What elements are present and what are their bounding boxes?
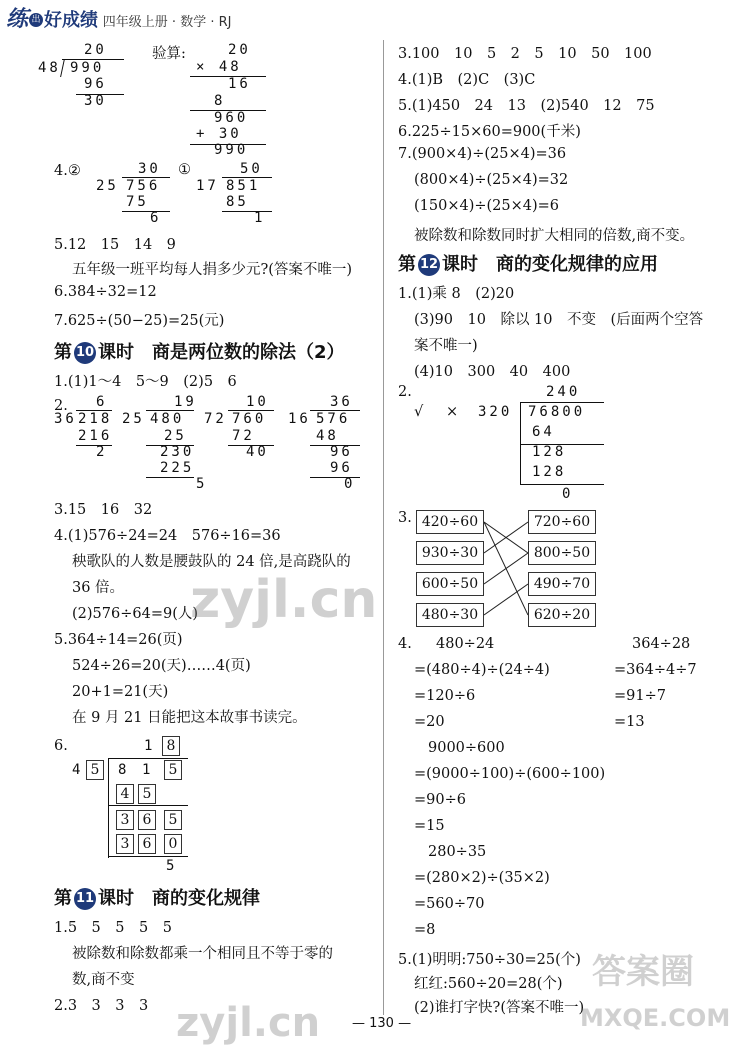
question-label: 4. (398, 636, 412, 652)
s11-answer-1-text: 数,商不变 (72, 972, 135, 988)
remainder: 0 (562, 486, 574, 502)
r-answer-7-conclusion: 被除数和除数同时扩大相同的倍数,商不变。 (414, 228, 695, 244)
question-label: 2. (398, 384, 412, 400)
s10-answer-1: 1.(1)1～4 5～9 (2)5 6 (54, 374, 237, 390)
watermark-center: zyjl.cn (190, 570, 378, 630)
quotient: 19 (174, 394, 197, 410)
divisor-digit: 4 (72, 762, 84, 778)
quotient-box: 8 (162, 736, 180, 756)
s12-answer-5-2: (2)谁打字快?(答案不唯一) (414, 1000, 585, 1016)
brand-logo: 练 (6, 6, 29, 32)
check-value: 960 (214, 110, 249, 126)
remainder: 96 (330, 444, 353, 460)
s10-answer-5-conclusion: 在 9 月 21 日能把这本故事书读完。 (72, 710, 307, 726)
check-label: 验算: (152, 46, 186, 62)
remainder: 5 (166, 858, 178, 874)
divisor: 48 (38, 60, 61, 76)
remainder: 40 (246, 444, 269, 460)
quotient: 30 (138, 161, 161, 177)
section-number-badge: 10 (74, 342, 96, 364)
match-left-item: 600÷50 (416, 572, 484, 596)
watermark-corner-url: MXQE.COM (580, 1004, 731, 1032)
s11-answer-2: 2.3 3 3 3 (54, 998, 149, 1014)
calc-step: =364÷4÷7 (614, 662, 697, 678)
partial-product: 48 (316, 428, 339, 444)
remainder: 5 (196, 476, 208, 492)
s10-answer-5: 5.364÷14=26(页) (54, 632, 183, 648)
partial-product: 96 (84, 76, 107, 92)
partial-product: 96 (330, 460, 353, 476)
matching-lines (484, 510, 528, 628)
quotient: 36 (330, 394, 353, 410)
s12-answer-1: 1.(1)乘 8 (2)20 (398, 286, 515, 302)
cross-mark-icon: × (446, 404, 459, 420)
calc-step: 480÷24 (436, 636, 495, 652)
match-left-item: 930÷30 (416, 541, 484, 565)
calc-step: =120÷6 (414, 688, 476, 704)
dividend: 76800 (528, 404, 586, 420)
s10-answer-4-text: 秧歌队的人数是腰鼓队的 24 倍,是高跷队的 (72, 554, 351, 570)
divisor: 72 (204, 411, 227, 427)
match-right-item: 620÷20 (528, 603, 596, 627)
question-label: 4.② (54, 163, 81, 179)
dividend: 851 (226, 178, 261, 194)
divisor: 17 (196, 178, 219, 194)
digit-box: 6 (138, 810, 156, 830)
calc-step: =(280×2)÷(35×2) (414, 870, 550, 886)
calc-step: 280÷35 (428, 844, 487, 860)
quotient: 6 (96, 394, 108, 410)
digit-box: 6 (138, 834, 156, 854)
remainder: 2 (96, 444, 108, 460)
remainder: 6 (150, 210, 162, 226)
s11-answer-1: 1.5 5 5 5 5 (54, 920, 172, 936)
match-left-item: 420÷60 (416, 510, 484, 534)
divisor: 36 (54, 411, 77, 427)
partial-product: 128 (532, 464, 567, 480)
remainder: 128 (532, 444, 567, 460)
digit-box: 4 (116, 784, 134, 804)
calc-step: =91÷7 (614, 688, 666, 704)
s10-answer-4-2: (2)576÷64=9(人) (72, 606, 199, 622)
s12-answer-5: 5.(1)明明:750÷30=25(个) (398, 952, 581, 968)
partial-product: 225 (160, 460, 195, 476)
check-value: + 30 (196, 126, 242, 142)
calc-step: =20 (414, 714, 445, 730)
quotient-digit: 1 (144, 738, 156, 754)
page-number: — 130 — (352, 1016, 412, 1031)
divisor: 16 (288, 411, 311, 427)
dividend: 480 (150, 411, 185, 427)
section-10-title (54, 338, 345, 364)
check-value: 8 (214, 93, 226, 109)
partial-product: 25 (164, 428, 187, 444)
dividend-digit: 1 (142, 762, 154, 778)
r-answer-3: 3.100 10 5 2 5 10 50 100 (398, 46, 652, 62)
calc-step: =90÷6 (414, 792, 466, 808)
section-11-title (54, 884, 260, 910)
s10-answer-3: 3.15 16 32 (54, 502, 153, 518)
r-answer-7-line: (150×4)÷(25×4)=6 (414, 198, 560, 214)
calc-step: =560÷70 (414, 896, 485, 912)
calc-step: 9000÷600 (428, 740, 505, 756)
check-value: 20 (228, 42, 251, 58)
watermark-corner-logo: 答案圈 (592, 952, 694, 992)
divisor-box: 5 (86, 760, 104, 780)
r-answer-7-line: (800×4)÷(25×4)=32 (414, 172, 569, 188)
s10-answer-5-line: 524÷26=20(天)……4(页) (72, 658, 251, 674)
digit-box: 5 (164, 810, 182, 830)
match-left-item: 480÷30 (416, 603, 484, 627)
section-number-badge: 12 (418, 254, 440, 276)
quotient: 10 (246, 394, 269, 410)
section-heading: 课时 商的变化规律的应用 (442, 254, 658, 275)
quotient: 50 (240, 161, 263, 177)
section-prefix: 第 (398, 254, 416, 275)
partial-product: 75 (126, 194, 149, 210)
column-divider (383, 40, 384, 1015)
calc-step: =13 (614, 714, 645, 730)
partial-product: 85 (226, 194, 249, 210)
s12-answer-1-4: (4)10 300 40 400 (414, 364, 571, 380)
divisor: 25 (122, 411, 145, 427)
match-right-item: 720÷60 (528, 510, 596, 534)
r-answer-5: 5.(1)450 24 13 (2)540 12 75 (398, 98, 655, 114)
dividend: 576 (316, 411, 351, 427)
dividend: 760 (232, 411, 267, 427)
dividend-box: 5 (164, 760, 182, 780)
s12-answer-1-3: (3)90 10 除以 10 不变 (后面两个空答 (414, 312, 704, 328)
section-prefix: 第 (54, 888, 72, 909)
dividend-digit: 8 (118, 762, 130, 778)
quotient: 20 (84, 42, 107, 58)
r-answer-4: 4.(1)B (2)C (3)C (398, 72, 536, 88)
calc-step: =(9000÷100)÷(600÷100) (414, 766, 606, 782)
circle-mark: ① (178, 162, 191, 178)
calc-step: 364÷28 (632, 636, 691, 652)
partial-product: 216 (78, 428, 113, 444)
calc-step: =(480÷4)÷(24÷4) (414, 662, 550, 678)
digit-box: 0 (164, 834, 182, 854)
remainder: 30 (84, 93, 107, 109)
dividend: 218 (78, 411, 113, 427)
section-number-badge: 11 (74, 888, 96, 910)
brand-badge: 出 (29, 13, 43, 27)
watermark-bottom: zyjl.cn (176, 1000, 321, 1046)
page-header (6, 2, 231, 34)
check-value: 990 (214, 142, 249, 158)
s12-answer-1-3-note: 案不唯一) (414, 338, 478, 354)
section-heading: 课时 商的变化规律 (98, 888, 260, 909)
r-answer-6: 6.225÷15×60=900(千米) (398, 124, 581, 140)
question-label: 6. (54, 738, 68, 754)
s10-answer-5-line: 20+1=21(天) (72, 684, 169, 700)
check-value: × 48 (196, 59, 242, 75)
question-label: 2. (54, 398, 68, 414)
check-mark-icon: √ (414, 404, 424, 420)
answer-6: 6.384÷32=12 (54, 284, 157, 300)
partial-product: 64 (532, 424, 555, 440)
section-heading: 课时 商是两位数的除法（2） (98, 342, 345, 363)
dividend: 990 (70, 60, 105, 76)
s10-answer-4: 4.(1)576÷24=24 576÷16=36 (54, 528, 281, 544)
calc-step: =15 (414, 818, 445, 834)
quotient: 240 (546, 384, 581, 400)
section-prefix: 第 (54, 342, 72, 363)
calc-step: =8 (414, 922, 436, 938)
answer-5: 5.12 15 14 9 (54, 237, 176, 253)
book-subtitle: 四年级上册 · 数学 · RJ (102, 15, 232, 30)
r-answer-7: 7.(900×4)÷(25×4)=36 (398, 146, 567, 162)
remainder: 230 (160, 444, 195, 460)
match-right-item: 490÷70 (528, 572, 596, 596)
answer-5-note: 五年级一班平均每人捐多少元?(答案不唯一) (72, 262, 353, 278)
brand-name: 好成绩 (44, 10, 99, 31)
s10-answer-4-text: 36 倍。 (72, 580, 125, 596)
dividend: 756 (126, 178, 161, 194)
s11-answer-1-text: 被除数和除数都乘一个相同且不等于零的 (72, 946, 333, 962)
divisor: 25 (96, 178, 119, 194)
remainder: 0 (344, 476, 356, 492)
answer-7: 7.625÷(50−25)=25(元) (54, 313, 225, 329)
digit-box: 5 (138, 784, 156, 804)
check-value: 16 (228, 76, 251, 92)
question-label: 3. (398, 510, 412, 526)
s12-answer-5-line: 红红:560÷20=28(个) (414, 976, 563, 992)
remainder: 1 (254, 210, 266, 226)
digit-box: 3 (116, 810, 134, 830)
divisor: 320 (478, 404, 513, 420)
digit-box: 3 (116, 834, 134, 854)
section-12-title (398, 250, 658, 276)
match-right-item: 800÷50 (528, 541, 596, 565)
partial-product: 72 (232, 428, 255, 444)
